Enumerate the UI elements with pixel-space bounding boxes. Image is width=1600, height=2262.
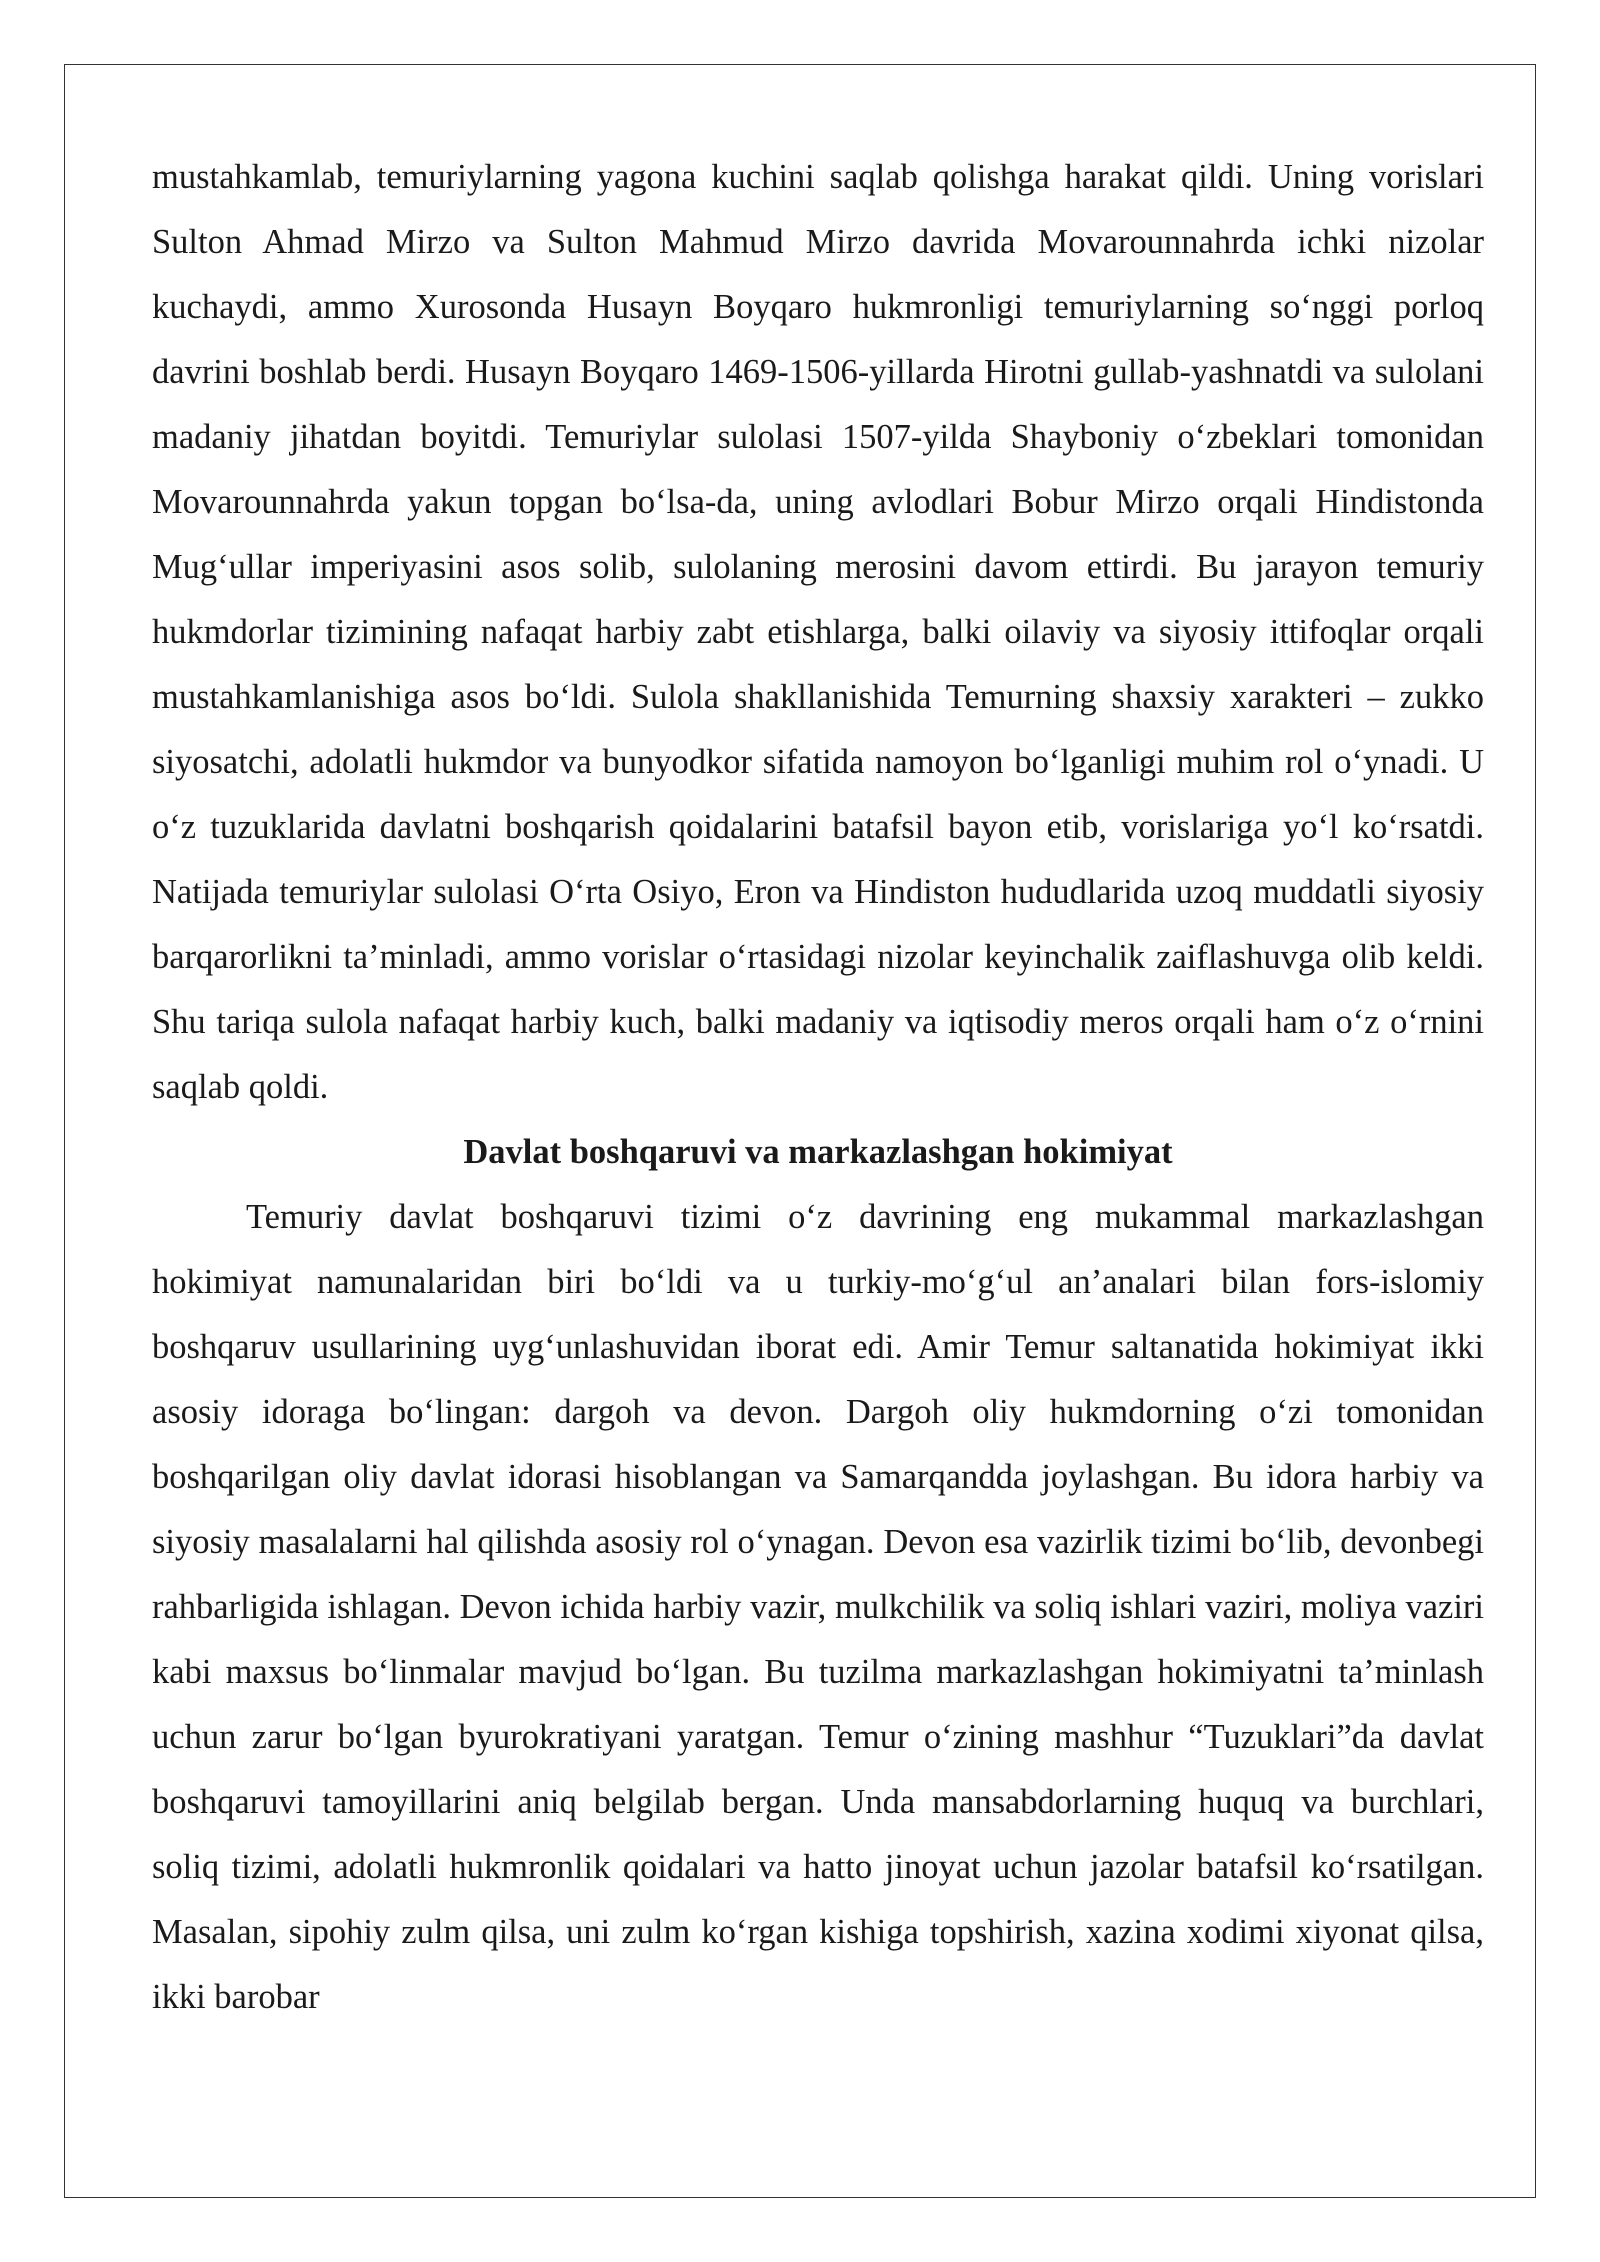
paragraph-continuation: mustahkamlab, temuriylarning yagona kuchini saqlab qolishga harakat qildi. Uning vorislari Sulton Ahmad Mirzo va Sulton Mahmud Mirzo davrida Movarounnahrda ichki nizolar kuchaydi, ammo Xurosonda Husayn Boyqaro hukmronligi temuriylarning so‘nggi porloq davrini boshlab berdi. Husayn Boyqaro 1469-1506-yillarda Hirotni gullab-yashnatdi va sulolani madaniy jihatdan boyitdi. Temuriylar sulolasi 1507-yilda Shayboniy o‘zbeklari tomonidan Movarounnahrda yakun topgan bo‘lsa-da, uning avlodlari Bobur Mirzo orqali Hindistonda Mug‘ullar imperiyasini asos solib, sulolaning merosini davom ettirdi. Bu jarayon temuriy hukmdorlar tizimining nafaqat harbiy zabt etishlarga, balki oilaviy va siyosiy ittifoqlar orqali mustahkamlanishiga asos bo‘ldi. Sulola shakllanishida Temurning shaxsiy xarakteri – zukko siyosatchi, adolatli hukmdor va bunyodkor sifatida namoyon bo‘lganligi muhim rol o‘ynadi. U o‘z tuzuklarida davlatni boshqarish qoidalarini batafsil bayon etib, vorislariga yo‘l ko‘rsatdi. Natijada temuriylar sulolasi O‘rta Osiyo, Eron va Hindiston hududlarida uzoq muddatli siyosiy barqarorlikni ta’minladi, ammo vorislar o‘rtasidagi nizolar keyinchalik zaiflashuvga olib keldi. Shu tariqa sulola nafaqat harbiy kuch, balki madaniy va iqtisodiy meros orqali ham o‘z o‘rnini saqlab qoldi. bbox=[152, 158, 1484, 1106]
paragraph-governance: Temuriy davlat boshqaruvi tizimi o‘z davrining eng mukammal markazlashgan hokimiyat namunalaridan biri bo‘ldi va u turkiy-mo‘g‘ul an’analari bilan fors-islomiy boshqaruv usullarining uyg‘unlashuvidan iborat edi. Amir Temur saltanatida hokimiyat ikki asosiy idoraga bo‘lingan: dargoh va devon. Dargoh oliy hukmdorning o‘zi tomonidan boshqarilgan oliy davlat idorasi hisoblangan va Samarqandda joylashgan. Bu idora harbiy va siyosiy masalalarni hal qilishda asosiy rol o‘ynagan. Devon esa vazirlik tizimi bo‘lib, devonbegi rahbarligida ishlagan. Devon ichida harbiy vazir, mulkchilik va soliq ishlari vaziri, moliya vaziri kabi maxsus bo‘linmalar mavjud bo‘lgan. Bu tuzilma markazlashgan hokimiyatni ta’minlash uchun zarur bo‘lgan byurokratiyani yaratgan. Temur o‘zining mashhur “Tuzuklari”da davlat boshqaruvi tamoyillarini aniq belgilab bergan. Unda mansabdorlarning huquq va burchlari, soliq tizimi, adolatli hukmronlik qoidalari va hatto jinoyat uchun jazolar batafsil ko‘rsatilgan. Masalan, sipohiy zulm qilsa, uni zulm ko‘rgan kishiga topshirish, xazina xodimi xiyonat qilsa, ikki barobar bbox=[152, 1198, 1484, 2016]
document-body bbox=[152, 145, 1484, 2030]
section-heading: Davlat boshqaruvi va markazlashgan hokimiyat bbox=[463, 1133, 1173, 1171]
